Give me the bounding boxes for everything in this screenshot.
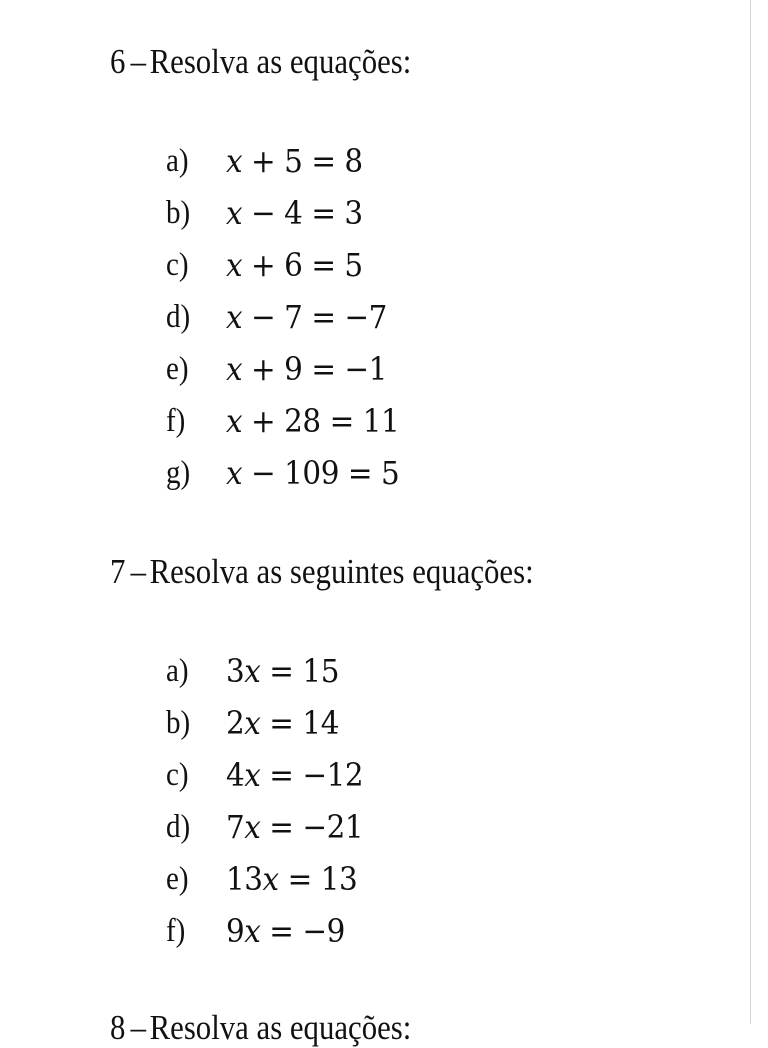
exercise-title: Resolva as equações: <box>149 42 412 81</box>
coefficient: 2 <box>226 704 245 742</box>
exercise-dash: – <box>130 1008 147 1047</box>
equation-rest: + 28 = 11 <box>242 402 400 440</box>
variable: x <box>226 298 243 336</box>
exercise-number: 7 <box>110 552 126 591</box>
variable: x <box>226 402 243 440</box>
equation <box>226 187 363 239</box>
item-letter: f) <box>166 403 186 439</box>
item-letter: b) <box>166 705 191 741</box>
equation <box>226 801 363 853</box>
coefficient: 4 <box>226 756 245 794</box>
equation <box>226 697 339 749</box>
variable: x <box>262 860 279 898</box>
exercise-title: Resolva as seguintes equações: <box>149 552 534 591</box>
equation <box>226 645 339 697</box>
item-letter: e) <box>166 861 189 897</box>
variable: x <box>226 246 243 284</box>
item-letter: a) <box>166 143 189 179</box>
equation-rest: = −9 <box>260 912 345 950</box>
equation-rest: − 7 = −7 <box>242 298 387 336</box>
item-letter: a) <box>166 653 189 689</box>
exercise-6-heading <box>110 42 411 82</box>
equation <box>226 239 363 291</box>
equation <box>226 291 387 343</box>
coefficient: 13 <box>226 860 263 898</box>
equation-rest: = −12 <box>260 756 364 794</box>
coefficient: 9 <box>226 912 245 950</box>
exercise-title: Resolva as equações: <box>149 1008 412 1047</box>
item-letter: b) <box>166 195 191 231</box>
equation <box>226 905 345 957</box>
equation-rest: + 5 = 8 <box>242 142 363 180</box>
variable: x <box>226 194 243 232</box>
equation <box>226 853 357 905</box>
equation-rest: = 15 <box>260 652 339 690</box>
equation <box>226 135 363 187</box>
equation-rest: = 13 <box>278 860 358 898</box>
equation <box>226 343 387 395</box>
item-letter: g) <box>166 455 191 491</box>
exercise-dash: – <box>130 552 147 591</box>
coefficient: 3 <box>226 652 245 690</box>
item-letter: d) <box>166 809 191 845</box>
variable: x <box>226 350 243 388</box>
page-edge-divider <box>750 0 751 1024</box>
item-letter: e) <box>166 351 189 387</box>
variable: x <box>226 142 243 180</box>
variable: x <box>244 704 261 742</box>
equation-rest: + 9 = −1 <box>242 350 387 388</box>
equation-rest: − 109 = 5 <box>242 454 400 492</box>
variable: x <box>244 912 261 950</box>
exercise-7-heading <box>110 552 534 592</box>
item-letter: d) <box>166 299 191 335</box>
variable: x <box>226 454 243 492</box>
equation-rest: = −21 <box>260 808 364 846</box>
equation <box>226 749 363 801</box>
exercise-8-heading <box>110 1008 411 1048</box>
variable: x <box>244 808 261 846</box>
coefficient: 7 <box>226 808 245 846</box>
equation <box>226 447 399 499</box>
item-letter: c) <box>166 757 189 793</box>
item-letter: f) <box>166 913 186 949</box>
variable: x <box>244 756 261 794</box>
item-letter: c) <box>166 247 189 283</box>
equation-rest: + 6 = 5 <box>242 246 363 284</box>
equation-rest: − 4 = 3 <box>242 194 363 232</box>
exercise-dash: – <box>130 42 147 81</box>
equation <box>226 395 399 447</box>
equation-rest: = 14 <box>260 704 339 742</box>
variable: x <box>244 652 261 690</box>
exercise-number: 6 <box>110 42 126 81</box>
exercise-number: 8 <box>110 1008 126 1047</box>
